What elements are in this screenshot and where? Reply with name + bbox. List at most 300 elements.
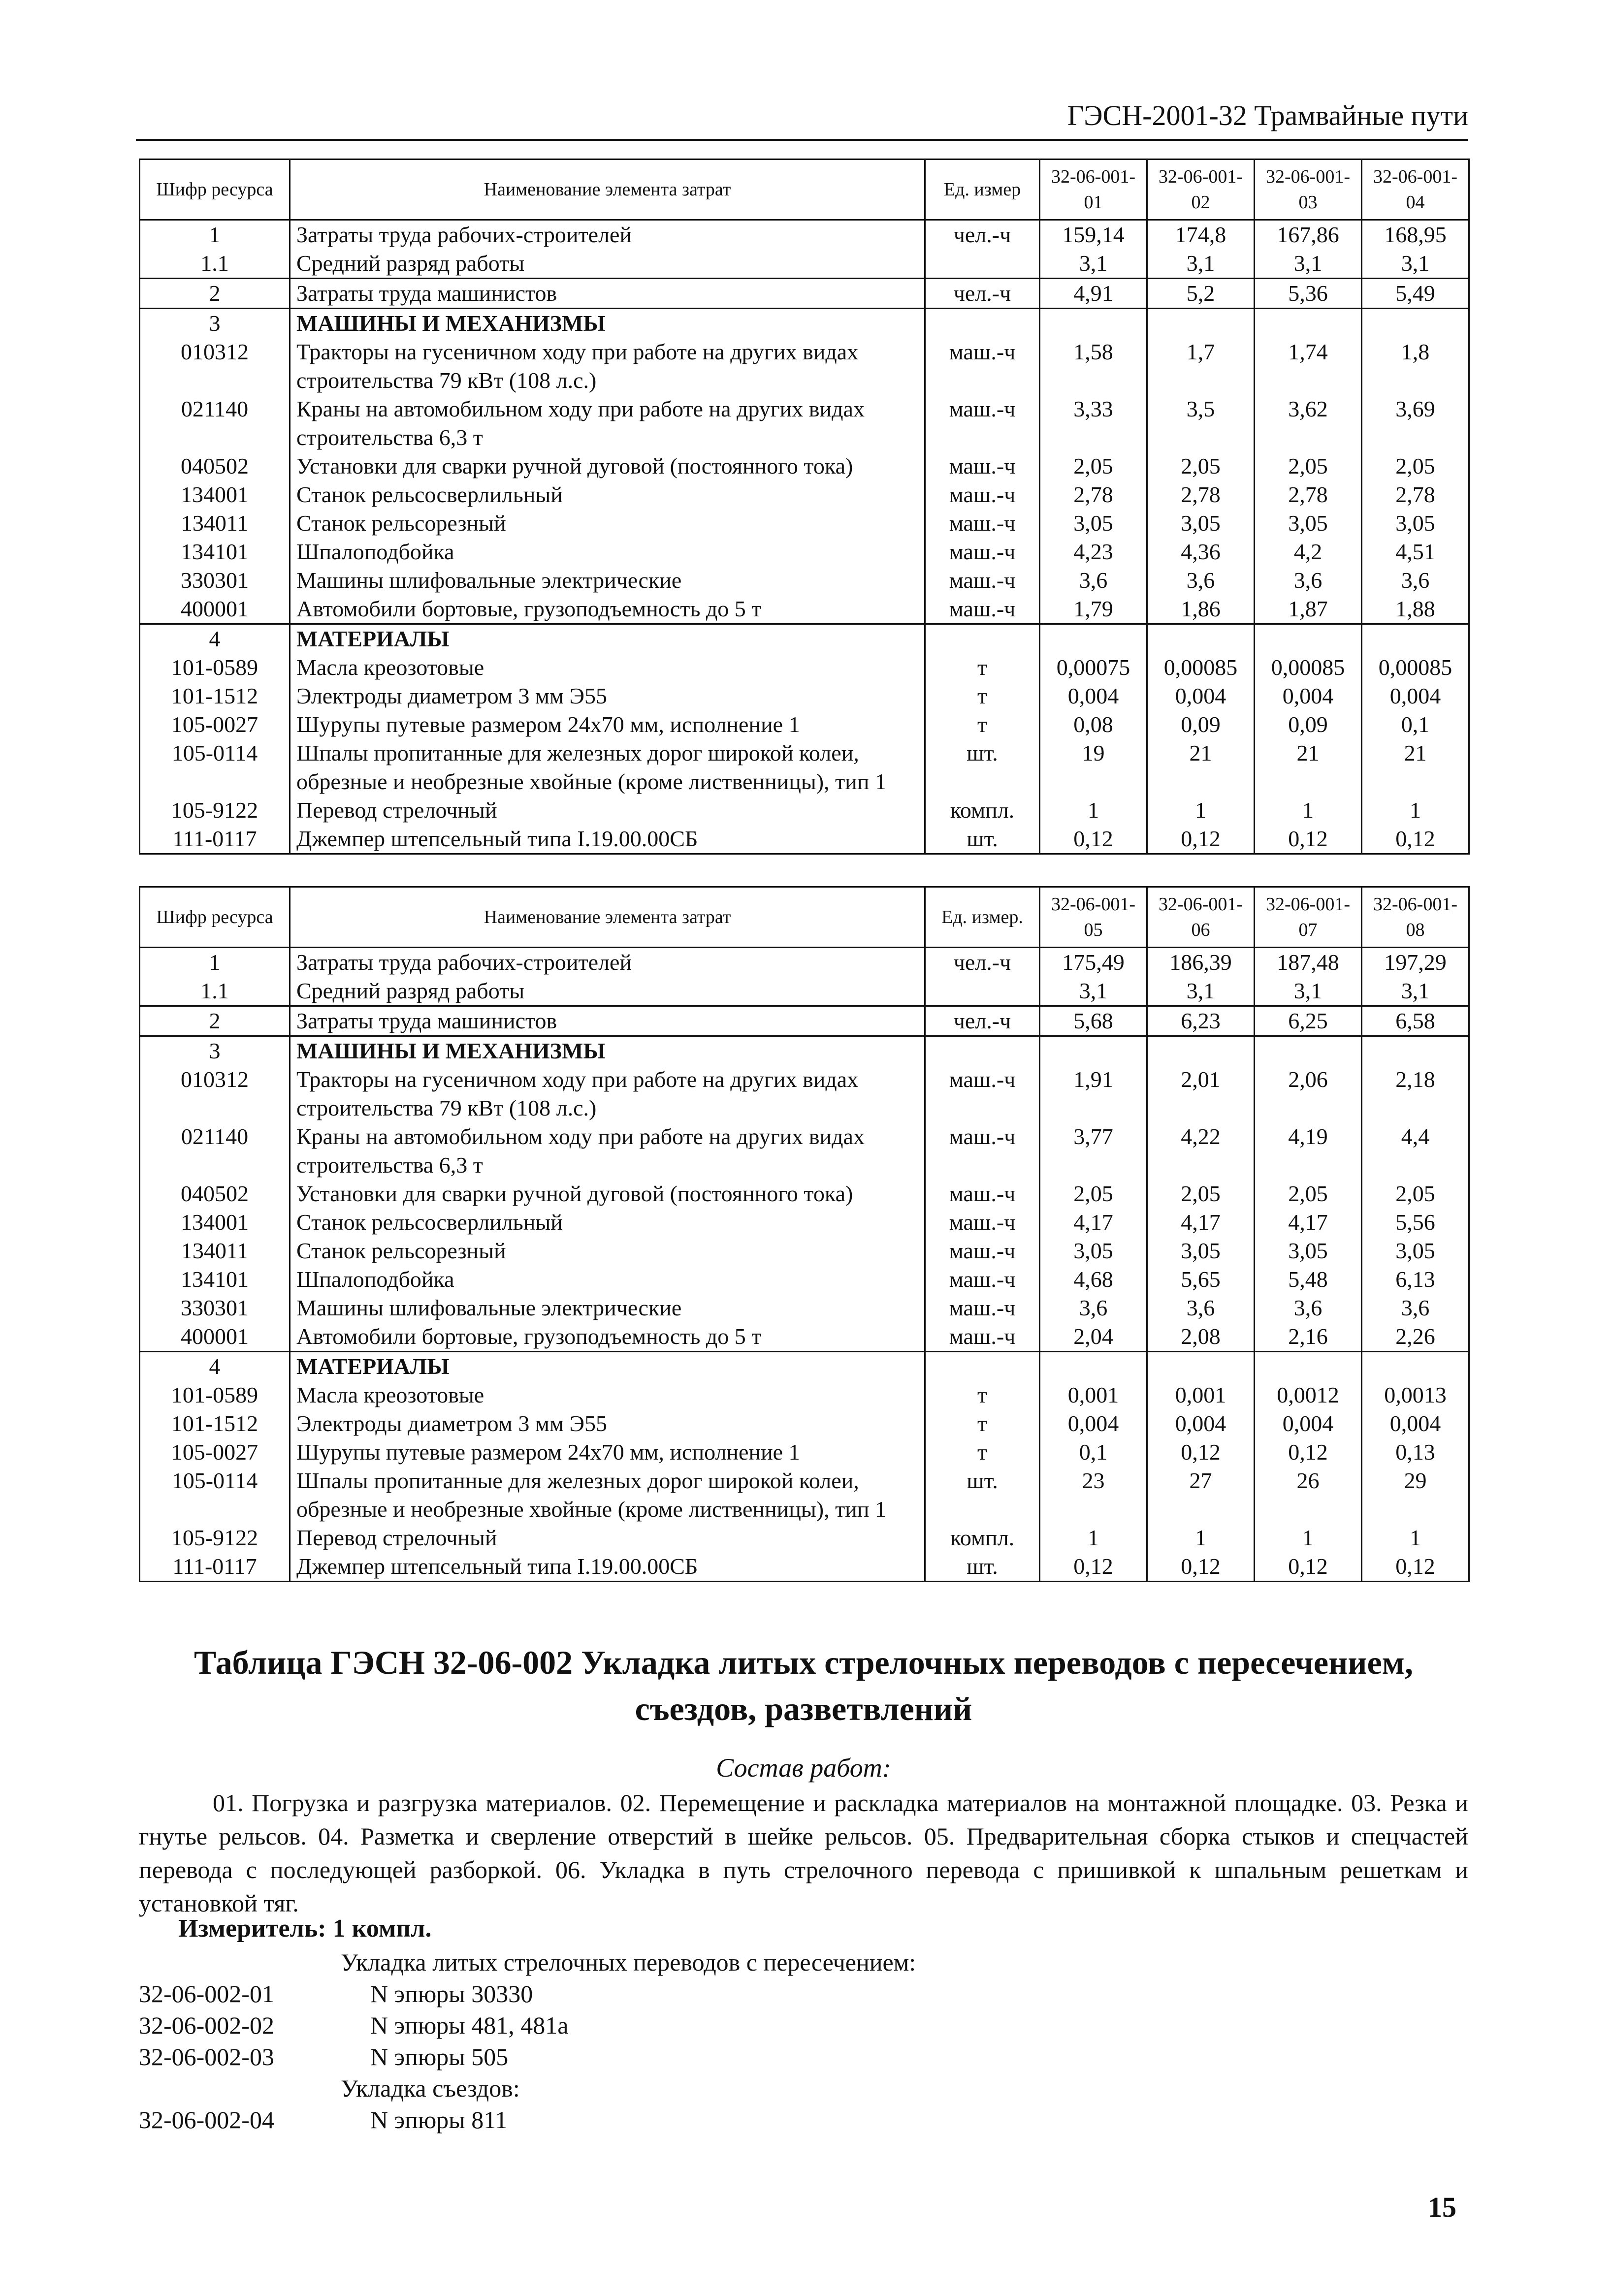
value-cell: 2,05 — [1040, 452, 1147, 480]
value-cell: 4,19 — [1255, 1122, 1362, 1180]
resource-code: 400001 — [140, 595, 290, 624]
col-header-norm: 32-06-001-03 — [1255, 159, 1362, 220]
list-code: 32-06-002-04 — [139, 2106, 274, 2134]
resource-code: 111-0117 — [140, 825, 290, 854]
value-cell: 6,25 — [1255, 1006, 1362, 1036]
col-header-unit: Ед. измер — [925, 159, 1040, 220]
value-cell: 3,1 — [1362, 977, 1469, 1006]
value-cell: 5,68 — [1040, 1006, 1147, 1036]
list-code: 32-06-002-03 — [139, 2043, 274, 2071]
resource-code: 040502 — [140, 1180, 290, 1208]
resource-name: Шпалоподбойка — [290, 1265, 925, 1294]
value-cell: 3,6 — [1255, 1294, 1362, 1322]
resource-name: Затраты труда рабочих-строителей — [290, 220, 925, 250]
table-row — [140, 1237, 1469, 1265]
resource-name: Шпалы пропитанные для железных дорог широкой колеи, обрезные и необрезные хвойные (кроме лиственницы), тип 1 — [290, 1467, 925, 1524]
value-cell: 3,6 — [1362, 1294, 1469, 1322]
value-cell: 3,6 — [1040, 1294, 1147, 1322]
resource-name: Джемпер штепсельный типа I.19.00.00СБ — [290, 1552, 925, 1582]
resource-name: Средний разряд работы — [290, 249, 925, 279]
resource-name: Затраты труда машинистов — [290, 1006, 925, 1036]
resource-code: 3 — [140, 1036, 290, 1066]
value-cell: 3,05 — [1255, 509, 1362, 538]
resource-code: 2 — [140, 279, 290, 309]
value-cell: 2,16 — [1255, 1322, 1362, 1352]
col-header-norm: 32-06-001-02 — [1147, 159, 1255, 220]
unit-cell: маш.-ч — [925, 1180, 1040, 1208]
resource-name: Затраты труда рабочих-строителей — [290, 948, 925, 977]
unit-cell — [925, 977, 1040, 1006]
value-cell: 167,86 — [1255, 220, 1362, 250]
resource-name: МАШИНЫ И МЕХАНИЗМЫ — [290, 1036, 925, 1066]
value-cell: 4,2 — [1255, 538, 1362, 566]
table-row — [140, 1438, 1469, 1467]
resource-code: 134001 — [140, 1208, 290, 1237]
table-header-row — [140, 159, 1469, 220]
value-cell: 0,004 — [1147, 1409, 1255, 1438]
unit-cell: маш.-ч — [925, 595, 1040, 624]
value-cell: 0,12 — [1255, 1552, 1362, 1582]
resource-code: 1 — [140, 220, 290, 250]
table-row — [140, 653, 1469, 682]
value-cell: 3,05 — [1362, 1237, 1469, 1265]
list-text: N эпюры 30330 — [370, 1980, 533, 2008]
resource-name: Шпалоподбойка — [290, 538, 925, 566]
value-cell: 2,06 — [1255, 1065, 1362, 1122]
value-cell: 0,004 — [1040, 682, 1147, 710]
unit-cell: компл. — [925, 796, 1040, 825]
resource-code: 134001 — [140, 480, 290, 509]
resource-name: Тракторы на гусеничном ходу при работе на других видах строительства 79 кВт (108 л.с.) — [290, 338, 925, 395]
list-text: N эпюры 481, 481а — [370, 2011, 569, 2039]
value-cell: 159,14 — [1040, 220, 1147, 250]
resource-name: Затраты труда машинистов — [290, 279, 925, 309]
table-row — [140, 948, 1469, 977]
value-cell: 1,88 — [1362, 595, 1469, 624]
resource-code: 134101 — [140, 538, 290, 566]
list-text: N эпюры 811 — [370, 2106, 508, 2134]
value-cell: 3,77 — [1040, 1122, 1147, 1180]
value-cell: 0,00075 — [1040, 653, 1147, 682]
resource-name: Машины шлифовальные электрические — [290, 1294, 925, 1322]
table-row — [140, 480, 1469, 509]
value-cell: 3,05 — [1147, 509, 1255, 538]
value-cell: 2,04 — [1040, 1322, 1147, 1352]
table-row — [140, 395, 1469, 452]
value-cell: 0,12 — [1040, 1552, 1147, 1582]
value-cell: 21 — [1147, 739, 1255, 796]
value-cell — [1147, 309, 1255, 338]
table-row — [140, 1006, 1469, 1036]
value-cell: 0,004 — [1362, 1409, 1469, 1438]
resource-name: Станок рельсорезный — [290, 1237, 925, 1265]
value-cell: 2,05 — [1255, 452, 1362, 480]
resource-name: Шпалы пропитанные для железных дорог широкой колеи, обрезные и необрезные хвойные (кроме лиственницы), тип 1 — [290, 739, 925, 796]
col-header-norm: 32-06-001-01 — [1040, 159, 1147, 220]
value-cell: 0,12 — [1147, 825, 1255, 854]
resource-name: МАТЕРИАЛЫ — [290, 624, 925, 654]
value-cell: 0,12 — [1255, 825, 1362, 854]
unit-cell: т — [925, 1438, 1040, 1467]
table-row — [140, 1208, 1469, 1237]
table-row — [140, 309, 1469, 338]
value-cell: 3,62 — [1255, 395, 1362, 452]
table-row — [140, 1036, 1469, 1066]
resource-code: 134011 — [140, 1237, 290, 1265]
resource-name: Шурупы путевые размером 24х70 мм, исполнение 1 — [290, 1438, 925, 1467]
value-cell: 1,7 — [1147, 338, 1255, 395]
value-cell: 2,26 — [1362, 1322, 1469, 1352]
value-cell: 2,05 — [1362, 452, 1469, 480]
value-cell: 3,1 — [1362, 249, 1469, 279]
table-row — [140, 1294, 1469, 1322]
value-cell: 6,23 — [1147, 1006, 1255, 1036]
table-row — [140, 710, 1469, 739]
value-cell: 0,004 — [1255, 682, 1362, 710]
value-cell: 2,78 — [1147, 480, 1255, 509]
value-cell — [1362, 1352, 1469, 1381]
resource-code: 1 — [140, 948, 290, 977]
resource-name: Автомобили бортовые, грузоподъемность до 5 т — [290, 1322, 925, 1352]
resource-code: 4 — [140, 624, 290, 654]
value-cell: 2,05 — [1362, 1180, 1469, 1208]
value-cell: 0,1 — [1040, 1438, 1147, 1467]
resource-code: 010312 — [140, 1065, 290, 1122]
composition-text: 01. Погрузка и разгрузка материалов. 02. Перемещение и раскладка материалов на монтажной площадке. 03. Резка и гнутье рельсов. 04. Разметка и сверление отверстий в шейке рельсов. 05. Предварительная сборка стыков и спецчастей перевода с последующей разборкой. 06. Укладка в путь стрелочного перевода с пришивкой к шпальным решеткам и установкой тяг. — [139, 1789, 1468, 1917]
value-cell: 1,86 — [1147, 595, 1255, 624]
unit-cell: маш.-ч — [925, 509, 1040, 538]
value-cell: 3,5 — [1147, 395, 1255, 452]
resource-name: Машины шлифовальные электрические — [290, 566, 925, 595]
list-code: 32-06-002-02 — [139, 2011, 274, 2039]
value-cell: 4,4 — [1362, 1122, 1469, 1180]
resource-name: Джемпер штепсельный типа I.19.00.00СБ — [290, 825, 925, 854]
value-cell: 0,12 — [1147, 1552, 1255, 1582]
value-cell: 1,8 — [1362, 338, 1469, 395]
value-cell: 2,05 — [1255, 1180, 1362, 1208]
value-cell: 3,1 — [1255, 977, 1362, 1006]
value-cell: 0,1 — [1362, 710, 1469, 739]
unit-cell — [925, 249, 1040, 279]
value-cell: 3,1 — [1147, 249, 1255, 279]
section-title: Таблица ГЭСН 32-06-002 Укладка литых стрелочных переводов с пересечением, съездов, разветвлений — [194, 1644, 1413, 1727]
value-cell: 0,12 — [1147, 1438, 1255, 1467]
resource-code: 105-0114 — [140, 739, 290, 796]
resource-name: Электроды диаметром 3 мм Э55 — [290, 1409, 925, 1438]
table-row — [140, 1322, 1469, 1352]
value-cell: 3,1 — [1040, 977, 1147, 1006]
value-cell: 0,08 — [1040, 710, 1147, 739]
value-cell: 3,05 — [1147, 1237, 1255, 1265]
table-row — [140, 452, 1469, 480]
value-cell: 0,12 — [1362, 825, 1469, 854]
unit-cell: шт. — [925, 739, 1040, 796]
resource-code: 134101 — [140, 1265, 290, 1294]
table-row — [140, 566, 1469, 595]
value-cell: 0,004 — [1255, 1409, 1362, 1438]
table-row — [140, 1180, 1469, 1208]
value-cell: 5,48 — [1255, 1265, 1362, 1294]
value-cell: 4,17 — [1147, 1208, 1255, 1237]
unit-cell: маш.-ч — [925, 1208, 1040, 1237]
unit-cell: маш.-ч — [925, 1237, 1040, 1265]
value-cell: 0,001 — [1147, 1381, 1255, 1409]
resource-code: 111-0117 — [140, 1552, 290, 1582]
col-header-code: Шифр ресурса — [140, 887, 290, 948]
unit-cell: шт. — [925, 1552, 1040, 1582]
unit-cell: т — [925, 1381, 1040, 1409]
unit-cell: чел.-ч — [925, 279, 1040, 309]
resource-code: 105-9122 — [140, 796, 290, 825]
unit-cell — [925, 309, 1040, 338]
unit-cell — [925, 1036, 1040, 1066]
value-cell — [1362, 624, 1469, 654]
value-cell: 0,004 — [1040, 1409, 1147, 1438]
value-cell: 4,68 — [1040, 1265, 1147, 1294]
value-cell: 29 — [1362, 1467, 1469, 1524]
unit-cell: маш.-ч — [925, 538, 1040, 566]
resource-name: Перевод стрелочный — [290, 796, 925, 825]
value-cell: 2,78 — [1040, 480, 1147, 509]
table-row — [140, 1352, 1469, 1381]
resource-name: Станок рельсосверлильный — [290, 1208, 925, 1237]
value-cell: 4,17 — [1040, 1208, 1147, 1237]
unit-cell: маш.-ч — [925, 395, 1040, 452]
resource-code: 105-0114 — [140, 1467, 290, 1524]
value-cell: 3,6 — [1255, 566, 1362, 595]
resource-code: 400001 — [140, 1322, 290, 1352]
resource-name: Масла креозотовые — [290, 653, 925, 682]
unit-cell: чел.-ч — [925, 1006, 1040, 1036]
resource-code: 040502 — [140, 452, 290, 480]
value-cell: 1 — [1040, 796, 1147, 825]
value-cell: 3,1 — [1255, 249, 1362, 279]
table-row — [140, 1065, 1469, 1122]
unit-cell: маш.-ч — [925, 1322, 1040, 1352]
resource-code: 330301 — [140, 566, 290, 595]
value-cell: 6,58 — [1362, 1006, 1469, 1036]
value-cell: 5,65 — [1147, 1265, 1255, 1294]
value-cell: 3,69 — [1362, 395, 1469, 452]
col-header-code: Шифр ресурса — [140, 159, 290, 220]
resource-name: Краны на автомобильном ходу при работе на других видах строительства 6,3 т — [290, 395, 925, 452]
value-cell — [1040, 624, 1147, 654]
value-cell: 1 — [1147, 796, 1255, 825]
value-cell — [1362, 309, 1469, 338]
value-cell: 2,05 — [1147, 1180, 1255, 1208]
value-cell — [1255, 1036, 1362, 1066]
resource-table-2 — [139, 886, 1470, 1582]
unit-cell: маш.-ч — [925, 338, 1040, 395]
value-cell: 1 — [1255, 1524, 1362, 1552]
table-row — [140, 977, 1469, 1006]
resource-name: Шурупы путевые размером 24х70 мм, исполнение 1 — [290, 710, 925, 739]
value-cell: 0,09 — [1255, 710, 1362, 739]
value-cell: 3,6 — [1362, 566, 1469, 595]
resource-code: 101-0589 — [140, 653, 290, 682]
table-body — [140, 948, 1469, 1582]
table-row — [140, 595, 1469, 624]
resource-name: Масла креозотовые — [290, 1381, 925, 1409]
col-header-norm: 32-06-001-06 — [1147, 887, 1255, 948]
table-row — [140, 624, 1469, 654]
value-cell: 3,05 — [1040, 1237, 1147, 1265]
resource-code: 105-0027 — [140, 710, 290, 739]
unit-cell: маш.-ч — [925, 1294, 1040, 1322]
table-row — [140, 1467, 1469, 1524]
resource-code: 021140 — [140, 1122, 290, 1180]
list-subheading: Укладка литых стрелочных переводов с пересечением: — [341, 1948, 916, 1976]
value-cell: 3,1 — [1147, 977, 1255, 1006]
col-header-norm: 32-06-001-04 — [1362, 159, 1469, 220]
table-row — [140, 825, 1469, 854]
resource-name: Электроды диаметром 3 мм Э55 — [290, 682, 925, 710]
unit-cell: маш.-ч — [925, 480, 1040, 509]
table-row — [140, 338, 1469, 395]
col-header-norm: 32-06-001-05 — [1040, 887, 1147, 948]
value-cell: 3,6 — [1147, 1294, 1255, 1322]
value-cell: 23 — [1040, 1467, 1147, 1524]
value-cell: 4,91 — [1040, 279, 1147, 309]
table-row — [140, 279, 1469, 309]
table-row — [140, 1122, 1469, 1180]
value-cell: 5,49 — [1362, 279, 1469, 309]
value-cell: 0,001 — [1040, 1381, 1147, 1409]
value-cell: 1,91 — [1040, 1065, 1147, 1122]
value-cell: 1,74 — [1255, 338, 1362, 395]
value-cell: 5,2 — [1147, 279, 1255, 309]
value-cell: 3,05 — [1040, 509, 1147, 538]
header-title: ГЭСН-2001-32 Трамвайные пути — [1067, 99, 1468, 131]
value-cell: 1,58 — [1040, 338, 1147, 395]
resource-name: МАШИНЫ И МЕХАНИЗМЫ — [290, 309, 925, 338]
value-cell: 26 — [1255, 1467, 1362, 1524]
value-cell: 5,36 — [1255, 279, 1362, 309]
resource-code: 330301 — [140, 1294, 290, 1322]
unit-cell: шт. — [925, 825, 1040, 854]
table-row — [140, 220, 1469, 250]
unit-cell: т — [925, 1409, 1040, 1438]
value-cell: 3,05 — [1362, 509, 1469, 538]
value-cell: 2,78 — [1362, 480, 1469, 509]
resource-name: Средний разряд работы — [290, 977, 925, 1006]
value-cell: 4,51 — [1362, 538, 1469, 566]
list-code: 32-06-002-01 — [139, 1980, 274, 2008]
resource-code: 010312 — [140, 338, 290, 395]
value-cell: 2,18 — [1362, 1065, 1469, 1122]
value-cell: 0,0012 — [1255, 1381, 1362, 1409]
unit-cell — [925, 624, 1040, 654]
table-row — [140, 739, 1469, 796]
col-header-name: Наименование элемента затрат — [290, 887, 925, 948]
value-cell — [1147, 1036, 1255, 1066]
col-header-unit: Ед. измер. — [925, 887, 1040, 948]
resource-name: Тракторы на гусеничном ходу при работе на других видах строительства 79 кВт (108 л.с.) — [290, 1065, 925, 1122]
list-text: N эпюры 505 — [370, 2043, 509, 2071]
value-cell: 197,29 — [1362, 948, 1469, 977]
value-cell: 175,49 — [1040, 948, 1147, 977]
resource-name: Установки для сварки ручной дуговой (постоянного тока) — [290, 1180, 925, 1208]
table-body — [140, 220, 1469, 854]
value-cell: 0,004 — [1362, 682, 1469, 710]
value-cell: 0,00085 — [1362, 653, 1469, 682]
value-cell: 6,13 — [1362, 1265, 1469, 1294]
value-cell: 3,33 — [1040, 395, 1147, 452]
resource-code: 101-0589 — [140, 1381, 290, 1409]
unit-cell: маш.-ч — [925, 566, 1040, 595]
value-cell: 19 — [1040, 739, 1147, 796]
value-cell: 2,05 — [1147, 452, 1255, 480]
unit-cell: чел.-ч — [925, 220, 1040, 250]
value-cell: 0,12 — [1040, 825, 1147, 854]
resource-code: 101-1512 — [140, 1409, 290, 1438]
resource-name: Установки для сварки ручной дуговой (постоянного тока) — [290, 452, 925, 480]
value-cell: 174,8 — [1147, 220, 1255, 250]
resource-code: 1.1 — [140, 249, 290, 279]
value-cell: 0,13 — [1362, 1438, 1469, 1467]
unit-cell: т — [925, 653, 1040, 682]
value-cell: 3,6 — [1040, 566, 1147, 595]
value-cell — [1147, 1352, 1255, 1381]
value-cell: 4,23 — [1040, 538, 1147, 566]
resource-code: 3 — [140, 309, 290, 338]
value-cell: 21 — [1255, 739, 1362, 796]
value-cell: 2,78 — [1255, 480, 1362, 509]
value-cell — [1040, 1036, 1147, 1066]
unit-cell: т — [925, 682, 1040, 710]
composition-heading: Состав работ: — [716, 1753, 891, 1783]
meter-line: Измеритель: 1 компл. — [178, 1914, 432, 1943]
resource-code: 021140 — [140, 395, 290, 452]
value-cell: 1 — [1362, 1524, 1469, 1552]
unit-cell: шт. — [925, 1467, 1040, 1524]
value-cell: 2,08 — [1147, 1322, 1255, 1352]
resource-code: 134011 — [140, 509, 290, 538]
resource-code: 101-1512 — [140, 682, 290, 710]
resource-code: 105-9122 — [140, 1524, 290, 1552]
unit-cell: т — [925, 710, 1040, 739]
unit-cell — [925, 1352, 1040, 1381]
value-cell: 5,56 — [1362, 1208, 1469, 1237]
table-row — [140, 1552, 1469, 1582]
unit-cell: чел.-ч — [925, 948, 1040, 977]
resource-code: 105-0027 — [140, 1438, 290, 1467]
unit-cell: маш.-ч — [925, 1065, 1040, 1122]
resource-code: 4 — [140, 1352, 290, 1381]
resource-name: МАТЕРИАЛЫ — [290, 1352, 925, 1381]
value-cell — [1255, 309, 1362, 338]
value-cell: 187,48 — [1255, 948, 1362, 977]
value-cell: 3,6 — [1147, 566, 1255, 595]
resource-table-1 — [139, 159, 1470, 855]
table-row — [140, 796, 1469, 825]
value-cell: 3,05 — [1255, 1237, 1362, 1265]
list-subheading: Укладка съездов: — [341, 2074, 520, 2102]
value-cell — [1040, 309, 1147, 338]
table-row — [140, 1265, 1469, 1294]
value-cell: 27 — [1147, 1467, 1255, 1524]
col-header-name: Наименование элемента затрат — [290, 159, 925, 220]
value-cell: 4,36 — [1147, 538, 1255, 566]
resource-name: Станок рельсорезный — [290, 509, 925, 538]
col-header-norm: 32-06-001-08 — [1362, 887, 1469, 948]
unit-cell: маш.-ч — [925, 452, 1040, 480]
resource-code: 1.1 — [140, 977, 290, 1006]
value-cell: 0,0013 — [1362, 1381, 1469, 1409]
table-row — [140, 249, 1469, 279]
table-row — [140, 1381, 1469, 1409]
value-cell — [1040, 1352, 1147, 1381]
